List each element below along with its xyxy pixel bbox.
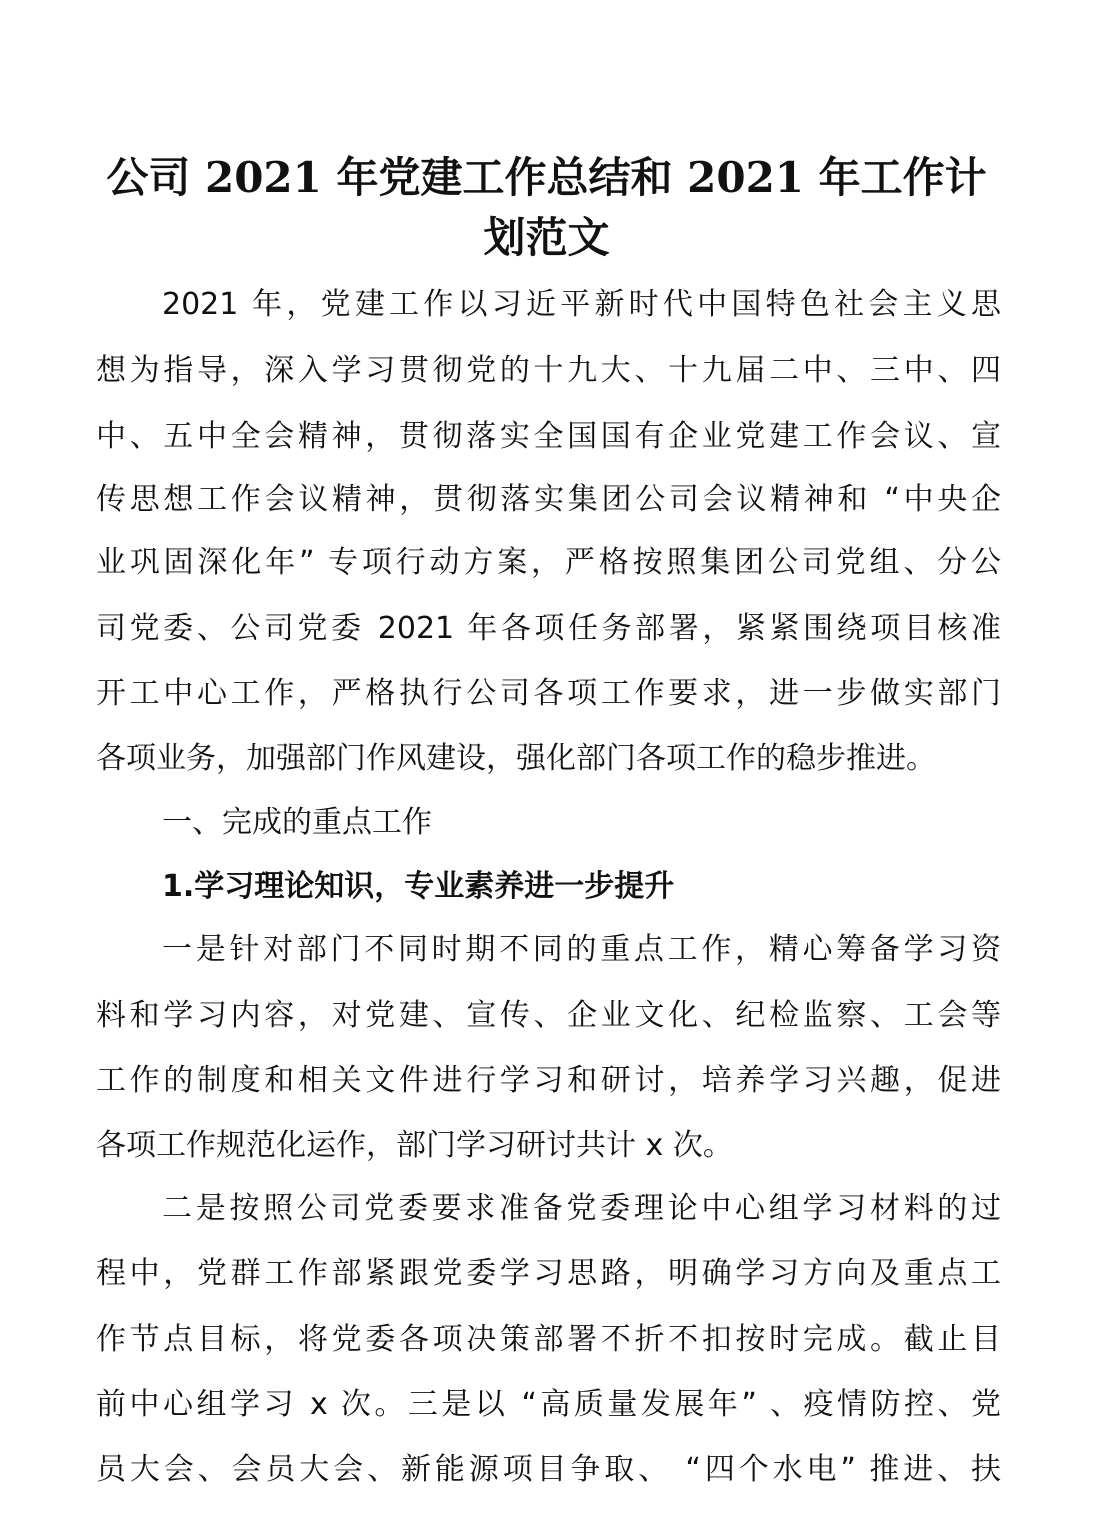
body-text-line: 2021 年，党建工作以习近平新时代中国特色社会主义思 <box>162 287 1001 322</box>
body-text-line: 传思想工作会议精神，贯彻落实集团公司会议精神和 “中央企 <box>96 482 1001 517</box>
body-text-line: 业巩固深化年” 专项行动方案，严格按照集团公司党组、分公 <box>96 545 1001 580</box>
body-text-line: 开工中心工作，严格执行公司各项工作要求，进一步做实部门 <box>96 676 1001 711</box>
body-text-line: 料和学习内容，对党建、宣传、企业文化、纪检监察、工会等 <box>96 998 1001 1033</box>
document-title-line-2: 划范文 <box>483 213 610 262</box>
body-text-line: 二是按照公司党委要求准备党委理论中心组学习材料的过 <box>162 1191 1001 1226</box>
body-text-line: 一是针对部门不同时期不同的重点工作，精心筹备学习资 <box>162 932 1001 967</box>
body-text-line: 前中心组学习 x 次。三是以 “高质量发展年” 、疫情防控、党 <box>96 1387 1001 1422</box>
body-text-line: 各项业务，加强部门作风建设，强化部门各项工作的稳步推进。 <box>96 741 936 776</box>
body-text-line: 司党委、公司党委 2021 年各项任务部署，紧紧围绕项目核准 <box>96 611 1001 646</box>
body-text-line: 程中，党群工作部紧跟党委学习思路，明确学习方向及重点工 <box>96 1256 1001 1291</box>
subsection-heading: 1.学习理论知识，专业素养进一步提升 <box>162 869 675 904</box>
document-title-line-1: 公司 2021 年党建工作总结和 2021 年工作计 <box>106 153 987 202</box>
body-text-line: 员大会、会员大会、新能源项目争取、 “四个水电” 推进、扶 <box>96 1452 1001 1487</box>
body-text-line: 作节点目标，将党委各项决策部署不折不扣按时完成。截止目 <box>96 1322 1001 1357</box>
body-text-line: 工作的制度和相关文件进行学习和研讨，培养学习兴趣，促进 <box>96 1063 1001 1098</box>
body-text-line: 想为指导，深入学习贯彻党的十九大、十九届二中、三中、四 <box>96 353 1001 388</box>
body-text-line: 中、五中全会精神，贯彻落实全国国有企业党建工作会议、宣 <box>96 419 1001 454</box>
body-text-line: 各项工作规范化运作，部门学习研讨共计 x 次。 <box>96 1128 733 1163</box>
section-heading: 一、完成的重点工作 <box>162 805 432 840</box>
